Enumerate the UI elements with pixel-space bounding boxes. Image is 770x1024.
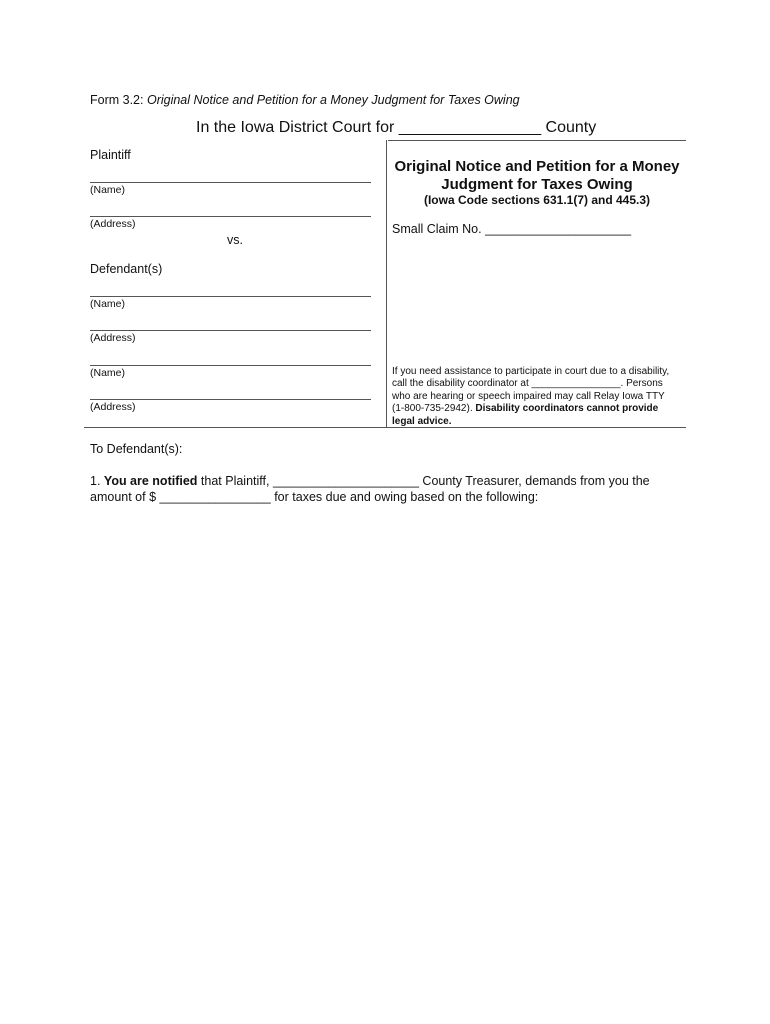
paragraph-1-text-b: County Treasurer, demands from you the xyxy=(418,474,650,488)
defendant1-name-label: (Name) xyxy=(90,298,126,310)
defendant2-address-label: (Address) xyxy=(90,401,136,413)
plaintiff-name-label: (Name) xyxy=(90,184,126,196)
defendant2-name-line[interactable] xyxy=(90,365,371,366)
small-claim-blank[interactable]: _____________________ xyxy=(485,222,632,236)
relay-phone: (1-800-735-2942). xyxy=(392,403,476,415)
assist-line-4 xyxy=(392,403,682,415)
assist-line-1: If you need assistance to participate in court due to a disability, xyxy=(392,366,670,377)
assist-warning-end: legal advice. xyxy=(392,415,452,427)
small-claim-number xyxy=(392,222,631,236)
court-heading-prefix: In the Iowa District Court for xyxy=(196,119,399,136)
notified-bold: You are notified xyxy=(103,474,198,488)
notice-title xyxy=(388,158,686,194)
defendant2-address-line[interactable] xyxy=(90,399,371,400)
defendants-label: Defendant(s) xyxy=(90,262,163,276)
small-claim-label: Small Claim No. xyxy=(392,222,486,236)
assist-warning: Disability coordinators cannot provide xyxy=(475,403,659,415)
coordinator-phone-blank[interactable]: ________________ xyxy=(531,378,621,390)
caption-divider xyxy=(386,140,387,427)
code-sections: (Iowa Code sections 631.1(7) and 445.3) xyxy=(423,193,651,207)
plaintiff-county-blank[interactable]: _____________________ xyxy=(272,474,419,488)
form-number: Form 3.2: xyxy=(90,93,147,107)
paragraph-1 xyxy=(90,473,690,505)
caption-top-rule xyxy=(388,140,686,141)
plaintiff-address-line[interactable] xyxy=(90,216,371,217)
notice-title-line1: Original Notice and Petition for a Money xyxy=(394,158,680,175)
assist-line-3: who are hearing or speech impaired may call Relay Iowa TTY xyxy=(392,390,665,402)
plaintiff-name-line[interactable] xyxy=(90,182,371,183)
plaintiff-address-label: (Address) xyxy=(90,218,136,230)
assist-line-2-suffix: . Persons xyxy=(620,378,663,390)
county-blank[interactable]: ________________ xyxy=(398,119,542,136)
paragraph-1-text-d: for taxes due and owing based on the following: xyxy=(270,490,539,504)
plaintiff-label: Plaintiff xyxy=(90,148,131,162)
paragraph-1-line-2 xyxy=(90,489,690,505)
form-label xyxy=(90,93,520,107)
defendant1-name-line[interactable] xyxy=(90,296,371,297)
paragraph-1-text-c: amount of $ xyxy=(90,490,160,504)
vs-label: vs. xyxy=(227,233,243,247)
court-heading-suffix: County xyxy=(541,119,597,136)
assist-line-5 xyxy=(392,416,682,428)
defendant1-address-label: (Address) xyxy=(90,332,136,344)
amount-blank[interactable]: ________________ xyxy=(159,490,271,504)
notice-title-line2: Judgment for Taxes Owing xyxy=(441,176,633,193)
paragraph-number: 1. xyxy=(90,474,104,488)
assist-line-2 xyxy=(392,378,682,390)
form-title-italic: Original Notice and Petition for a Money Judgment for Taxes Owing xyxy=(146,93,520,107)
paragraph-1-text-a: that Plaintiff, xyxy=(197,474,273,488)
disability-assistance-notice xyxy=(392,366,682,428)
defendant1-address-line[interactable] xyxy=(90,330,371,331)
court-heading xyxy=(196,119,596,137)
defendant2-name-label: (Name) xyxy=(90,367,126,379)
assist-line-2-text: call the disability coordinator at xyxy=(392,378,532,390)
paragraph-1-line-1 xyxy=(90,473,690,489)
to-defendants-label: To Defendant(s): xyxy=(90,442,183,456)
